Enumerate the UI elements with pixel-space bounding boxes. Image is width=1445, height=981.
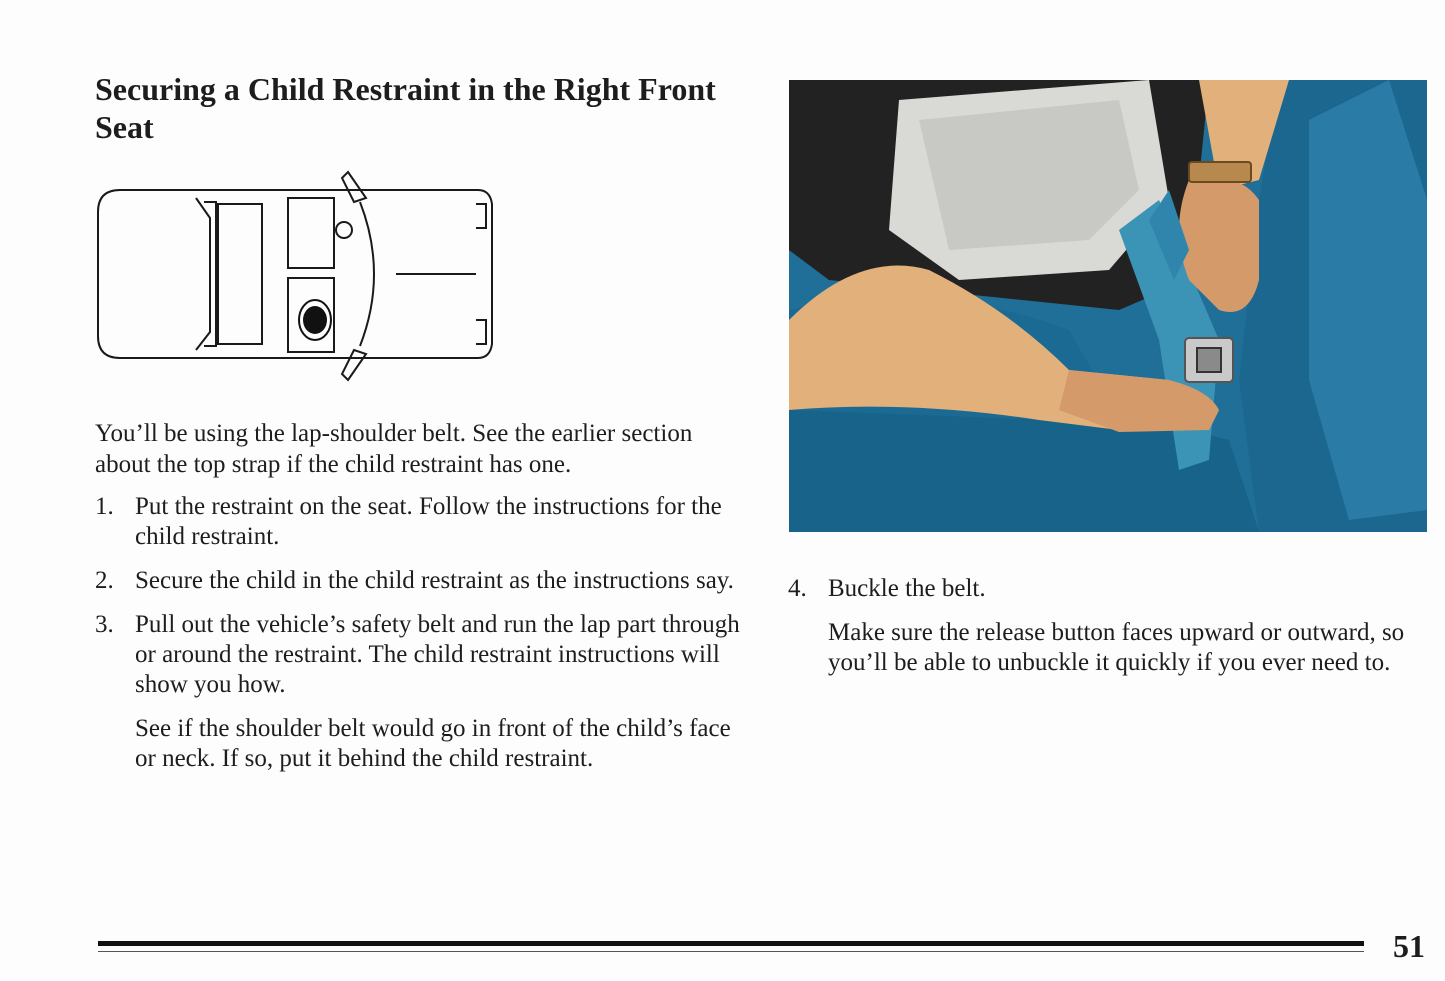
step-text: Pull out the vehicle’s safety belt and run the lap part through or around the restraint. The child restraint instructions will show you how. bbox=[135, 611, 740, 698]
step-number: 3. bbox=[95, 611, 114, 638]
intro-paragraph: You’ll be using the lap-shoulder belt. See the earlier section about the top strap if the child restraint has one. bbox=[95, 420, 693, 478]
mirror-top bbox=[342, 172, 366, 202]
step-text: Put the restraint on the seat. Follow the instructions for the child restraint. bbox=[135, 493, 722, 550]
steps-list-left bbox=[95, 492, 745, 788]
footer-rule-thin bbox=[98, 951, 1364, 952]
child-restraint-marker bbox=[303, 306, 327, 334]
step-2 bbox=[95, 566, 745, 596]
step-note: See if the shoulder belt would go in front of the child’s face or neck. If so, put it behind the child restraint. bbox=[135, 715, 731, 772]
headlight-bottom bbox=[476, 320, 486, 344]
front-seat-left bbox=[288, 198, 334, 268]
step-number: 4. bbox=[788, 575, 807, 602]
step-note: Make sure the release button faces upward or outward, so you’ll be able to unbuckle it quickly if you ever need to. bbox=[828, 619, 1405, 676]
buckling-belt-illustration bbox=[789, 80, 1427, 532]
rear-seat bbox=[218, 204, 262, 344]
steps-list-right bbox=[788, 574, 1418, 692]
step-4 bbox=[788, 574, 1418, 678]
step-number: 1. bbox=[95, 493, 114, 520]
step-1 bbox=[95, 492, 745, 552]
headlight-top bbox=[476, 204, 486, 228]
mirror-bottom bbox=[342, 350, 366, 380]
step-number: 2. bbox=[95, 567, 114, 594]
page-number: 51 bbox=[1393, 928, 1425, 964]
step-3 bbox=[95, 610, 745, 774]
step-text: Buckle the belt. bbox=[828, 575, 986, 602]
car-top-view-diagram bbox=[92, 168, 496, 384]
windshield bbox=[360, 202, 374, 346]
footer-rule bbox=[98, 941, 1364, 946]
rear-window bbox=[196, 198, 210, 350]
step-text: Secure the child in the child restraint as the instructions say. bbox=[135, 567, 734, 594]
page-title: Securing a Child Restraint in the Right Front Seat bbox=[95, 71, 716, 145]
steering-wheel bbox=[336, 222, 352, 238]
